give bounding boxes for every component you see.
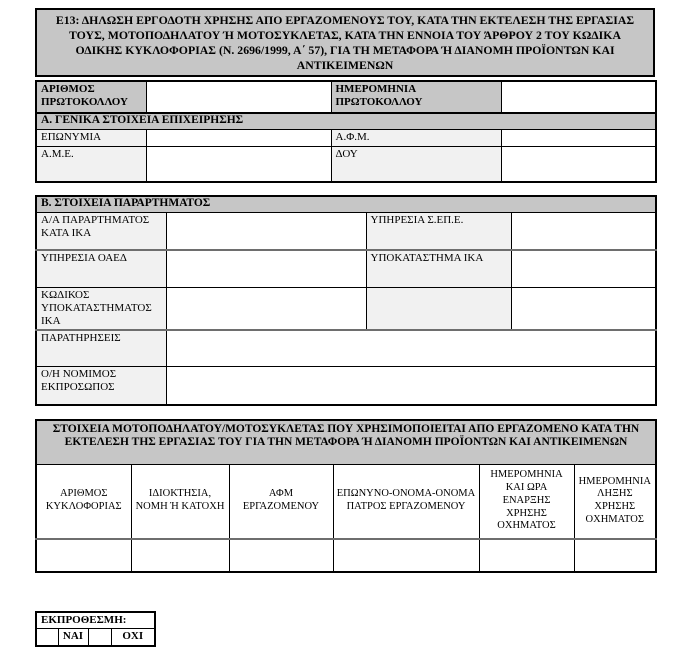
- doy-field[interactable]: [501, 146, 656, 182]
- col-header-employee-name: ΕΠΩΝΥΝΟ-ΟΝΟΜΑ-ΟΝΟΜΑ ΠΑΤΡΟΣ ΕΡΓΑΖΟΜΕΝΟΥ: [333, 465, 479, 539]
- ownership-cell[interactable]: [131, 539, 229, 572]
- protocol-date-label: ΗΜΕΡΟΜΗΝΙΑ ΠΡΩΤΟΚΟΛΛΟΥ: [331, 81, 501, 113]
- shaded-empty-cell: [366, 287, 511, 330]
- employee-name-cell[interactable]: [333, 539, 479, 572]
- oaed-service-field[interactable]: [166, 250, 366, 287]
- protocol-number-label: ΑΡΙΘΜΟΣ ΠΡΩΤΟΚΟΛΛΟΥ: [36, 81, 146, 113]
- branch-serial-ika-field[interactable]: [166, 212, 366, 250]
- doy-label: ΔΟΥ: [331, 146, 501, 182]
- remarks-row: [36, 330, 656, 367]
- section-a-header: Α. ΓΕΝΙΚΑ ΣΤΟΙΧΕΙΑ ΕΠΙΧΕΙΡΗΣΗΣ: [36, 113, 656, 129]
- protocol-date-field[interactable]: [501, 81, 656, 113]
- vehicle-table-header: ΣΤΟΙΧΕΙΑ ΜΟΤΟΠΟΔΗΛΑΤΟΥ/ΜΟΤΟΣΥΚΛΕΤΑΣ ΠΟΥ ΧΡΗΣΙΜΟΠΟΙΕΙΤΑΙ ΑΠΟ ΕΡΓΑΖΟΜΕΝΟ ΚΑΤΑ ΤΗΝ ΕΚΤΕΛΕΣΗ ΤΗΣ ΕΡΓΑΣΙΑΣ ΤΟΥ ΓΙΑ ΤΗΝ ΜΕΤΑΦΟΡΑ Ή ΔΙΑΝΟΜΗ ΠΡΟΪΟΝΤΩΝ ΚΑΙ ΑΝΤΙΚΕΙΜΕΝΩΝ: [36, 420, 656, 465]
- section-b-header: Β. ΣΤΟΙΧΕΙΑ ΠΑΡΑΡΤΗΜΑΤΟΣ: [36, 196, 656, 212]
- vehicle-table: [35, 419, 657, 573]
- oaed-service-label: ΥΠΗΡΕΣΙΑ ΟΑΕΔ: [36, 250, 166, 287]
- afm-field[interactable]: [501, 129, 656, 146]
- late-submission-box: [35, 611, 156, 647]
- employee-afm-cell[interactable]: [229, 539, 333, 572]
- remarks-label: ΠΑΡΑΤΗΡΗΣΕΙΣ: [36, 330, 166, 367]
- company-name-label: ΕΠΩΝΥΜΙΑ: [36, 129, 146, 146]
- legal-representative-label: Ο/Η ΝΟΜΙΜΟΣ ΕΚΠΡΟΣΩΠΟΣ: [36, 367, 166, 405]
- registration-number-cell[interactable]: [36, 539, 131, 572]
- vehicle-table-row: [36, 539, 656, 572]
- late-submission-yes-label: ΝΑΙ: [58, 629, 88, 646]
- oaed-row: [36, 250, 656, 287]
- ame-doy-row: [36, 146, 656, 182]
- company-name-field[interactable]: [146, 129, 331, 146]
- late-submission-no-label: ΟΧΙ: [111, 629, 155, 646]
- col-header-employee-afm: ΑΦΜ ΕΡΓΑΖΟΜΕΝΟΥ: [229, 465, 333, 539]
- ika-branch-code-row: [36, 287, 656, 330]
- branch-serial-row: [36, 212, 656, 250]
- ika-branch-code-label: ΚΩΔΙΚΟΣ ΥΠΟΚΑΤΑΣΤΗΜΑΤΟΣ ΙΚΑ: [36, 287, 166, 330]
- sepe-service-label: ΥΠΗΡΕΣΙΑ Σ.ΕΠ.Ε.: [366, 212, 511, 250]
- ika-branch-code-field[interactable]: [166, 287, 366, 330]
- legal-representative-row: [36, 367, 656, 405]
- protocol-number-field[interactable]: [146, 81, 331, 113]
- late-submission-no-checkbox[interactable]: [88, 629, 111, 646]
- col-header-use-start-datetime: ΗΜΕΡΟΜΗΝΙΑ ΚΑΙ ΩΡΑ ΕΝΑΡΞΗΣ ΧΡΗΣΗΣ ΟΧΗΜΑΤΟΣ: [479, 465, 574, 539]
- col-header-registration-number: ΑΡΙΘΜΟΣ ΚΥΚΛΟΦΟΡΙΑΣ: [36, 465, 131, 539]
- protocol-row: [36, 81, 656, 113]
- late-submission-yes-checkbox[interactable]: [36, 629, 58, 646]
- col-header-ownership: ΙΔΙΟΚΤΗΣΙΑ, ΝΟΜΗ Ή ΚΑΤΟΧΗ: [131, 465, 229, 539]
- col-header-use-end-date: ΗΜΕΡΟΜΗΝΙΑ ΛΗΞΗΣ ΧΡΗΣΗΣ ΟΧΗΜΑΤΟΣ: [574, 465, 656, 539]
- remarks-field[interactable]: [166, 330, 656, 367]
- sepe-service-field[interactable]: [511, 212, 656, 250]
- ika-branch-code-extra-field[interactable]: [511, 287, 656, 330]
- company-name-row: [36, 129, 656, 146]
- late-submission-options-row: [36, 629, 155, 646]
- use-start-datetime-cell[interactable]: [479, 539, 574, 572]
- protocol-and-company-table: [35, 80, 657, 183]
- branch-serial-ika-label: Α/Α ΠΑΡΑΡΤΗΜΑΤΟΣ ΚΑΤΑ ΙΚΑ: [36, 212, 166, 250]
- legal-representative-field[interactable]: [166, 367, 656, 405]
- branch-details-table: [35, 195, 657, 406]
- afm-label: Α.Φ.Μ.: [331, 129, 501, 146]
- vehicle-table-column-headers: [36, 465, 656, 539]
- ika-branch-field[interactable]: [511, 250, 656, 287]
- use-end-date-cell[interactable]: [574, 539, 656, 572]
- ame-label: Α.Μ.Ε.: [36, 146, 146, 182]
- late-submission-label: ΕΚΠΡΟΘΕΣΜΗ:: [36, 612, 155, 629]
- form-title: Ε13: ΔΗΛΩΣΗ ΕΡΓΟΔΟΤΗ ΧΡΗΣΗΣ ΑΠΟ ΕΡΓΑΖΟΜΕΝΟΥΣ ΤΟΥ, ΚΑΤΑ ΤΗΝ ΕΚΤΕΛΕΣΗ ΤΗΣ ΕΡΓΑΣΙΑΣ ΤΟΥΣ, ΜΟΤΟΠΟΔΗΛΑΤΟΥ Ή ΜΟΤΟΣΥΚΛΕΤΑΣ, ΚΑΤΑ ΤΗΝ ΕΝΝΟΙΑ ΤΟΥ ΆΡΘΡΟΥ 2 ΤΟΥ ΚΩΔΙΚΑ ΟΔΙΚΗΣ ΚΥΚΛΟΦΟΡΙΑΣ (Ν. 2696/1999, Α΄ 57), ΓΙΑ ΤΗ ΜΕΤΑΦΟΡΑ Ή ΔΙΑΝΟΜΗ ΠΡΟΪΟΝΤΩΝ ΚΑΙ ΑΝΤΙΚΕΙΜΕΝΩΝ: [35, 8, 655, 77]
- e13-form-page: [35, 8, 655, 647]
- ika-branch-label: ΥΠΟΚΑΤΑΣΤΗΜΑ ΙΚΑ: [366, 250, 511, 287]
- ame-field[interactable]: [146, 146, 331, 182]
